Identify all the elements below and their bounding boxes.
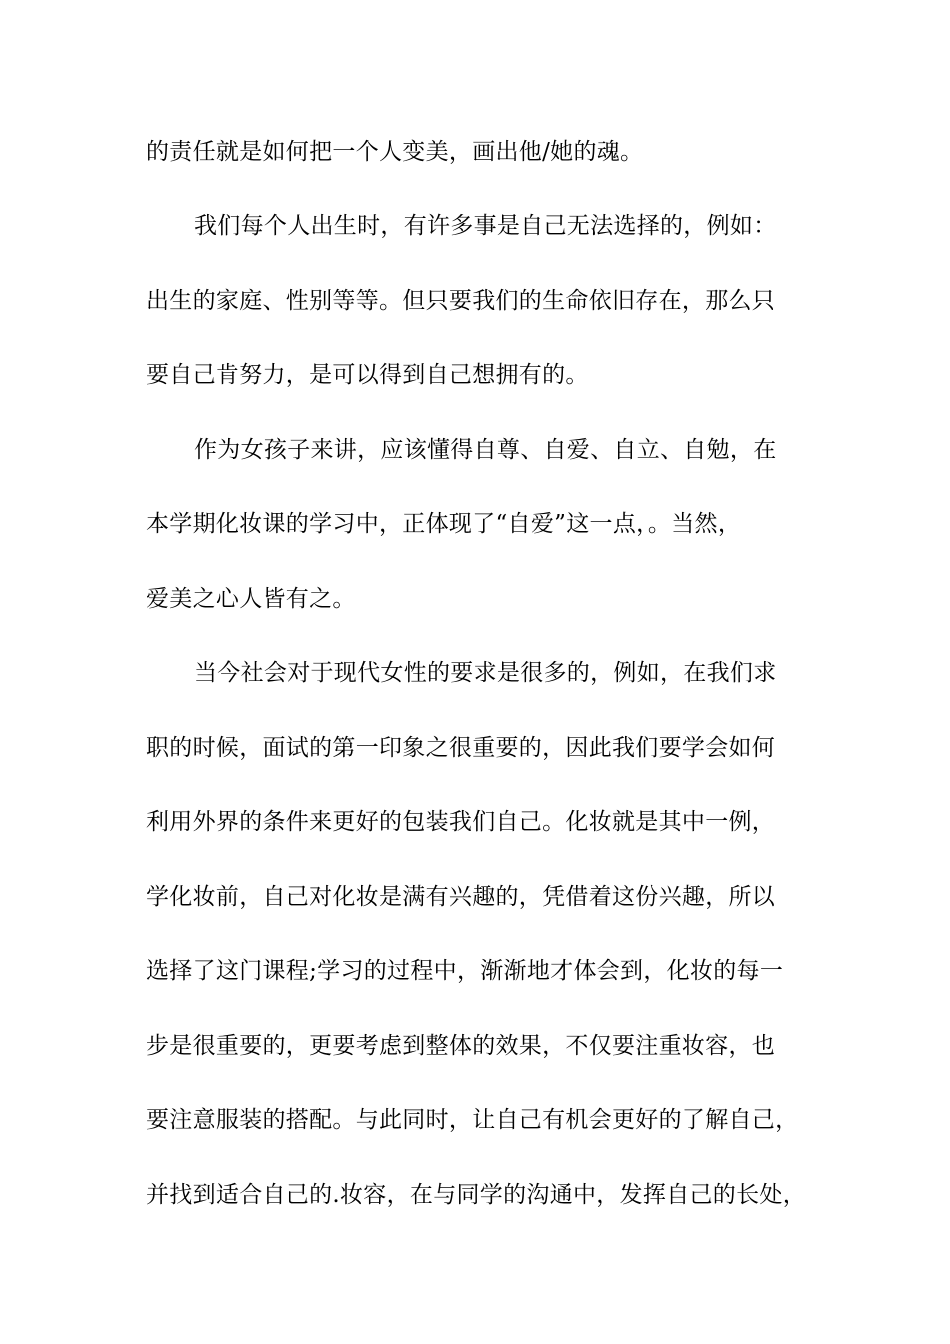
text-line: 出生的家庭、性别等等。但只要我们的生命依旧存在，那么只 [146, 288, 776, 314]
text-line: 并找到适合自己的.妆容，在与同学的沟通中，发挥自己的长处， [146, 1182, 807, 1208]
text-line: 利用外界的条件来更好的包装我们自己。化妆就是其中一例， [146, 809, 776, 835]
paragraph-first-line: 我们每个人出生时，有许多事是自己无法选择的，例如： [194, 213, 777, 239]
text-line: 选择了这门课程;学习的过程中，渐渐地才体会到，化妆的每一 [146, 958, 784, 984]
text-line: 的责任就是如何把一个人变美，画出他/她的魂。 [146, 139, 644, 165]
paragraph-first-line: 当今社会对于现代女性的要求是很多的，例如，在我们求 [194, 660, 777, 686]
text-line: 爱美之心人皆有之。 [146, 586, 356, 612]
text-line: 职的时候，面试的第一印象之很重要的，因此我们要学会如何 [146, 735, 776, 761]
text-line: 步是很重要的，更要考虑到整体的效果，不仅要注重妆容，也 [146, 1033, 776, 1059]
text-line: 要注意服装的搭配。与此同时，让自己有机会更好的了解自己， [146, 1107, 799, 1133]
paragraph-first-line: 作为女孩子来讲，应该懂得自尊、自爱、自立、自勉，在 [194, 437, 777, 463]
text-line: 要自己肯努力，是可以得到自己想拥有的。 [146, 362, 589, 388]
text-line: 学化妆前，自己对化妆是满有兴趣的，凭借着这份兴趣，所以 [146, 884, 776, 910]
text-line: 本学期化妆课的学习中，正体现了“自爱”这一点，。当然， [146, 511, 742, 537]
